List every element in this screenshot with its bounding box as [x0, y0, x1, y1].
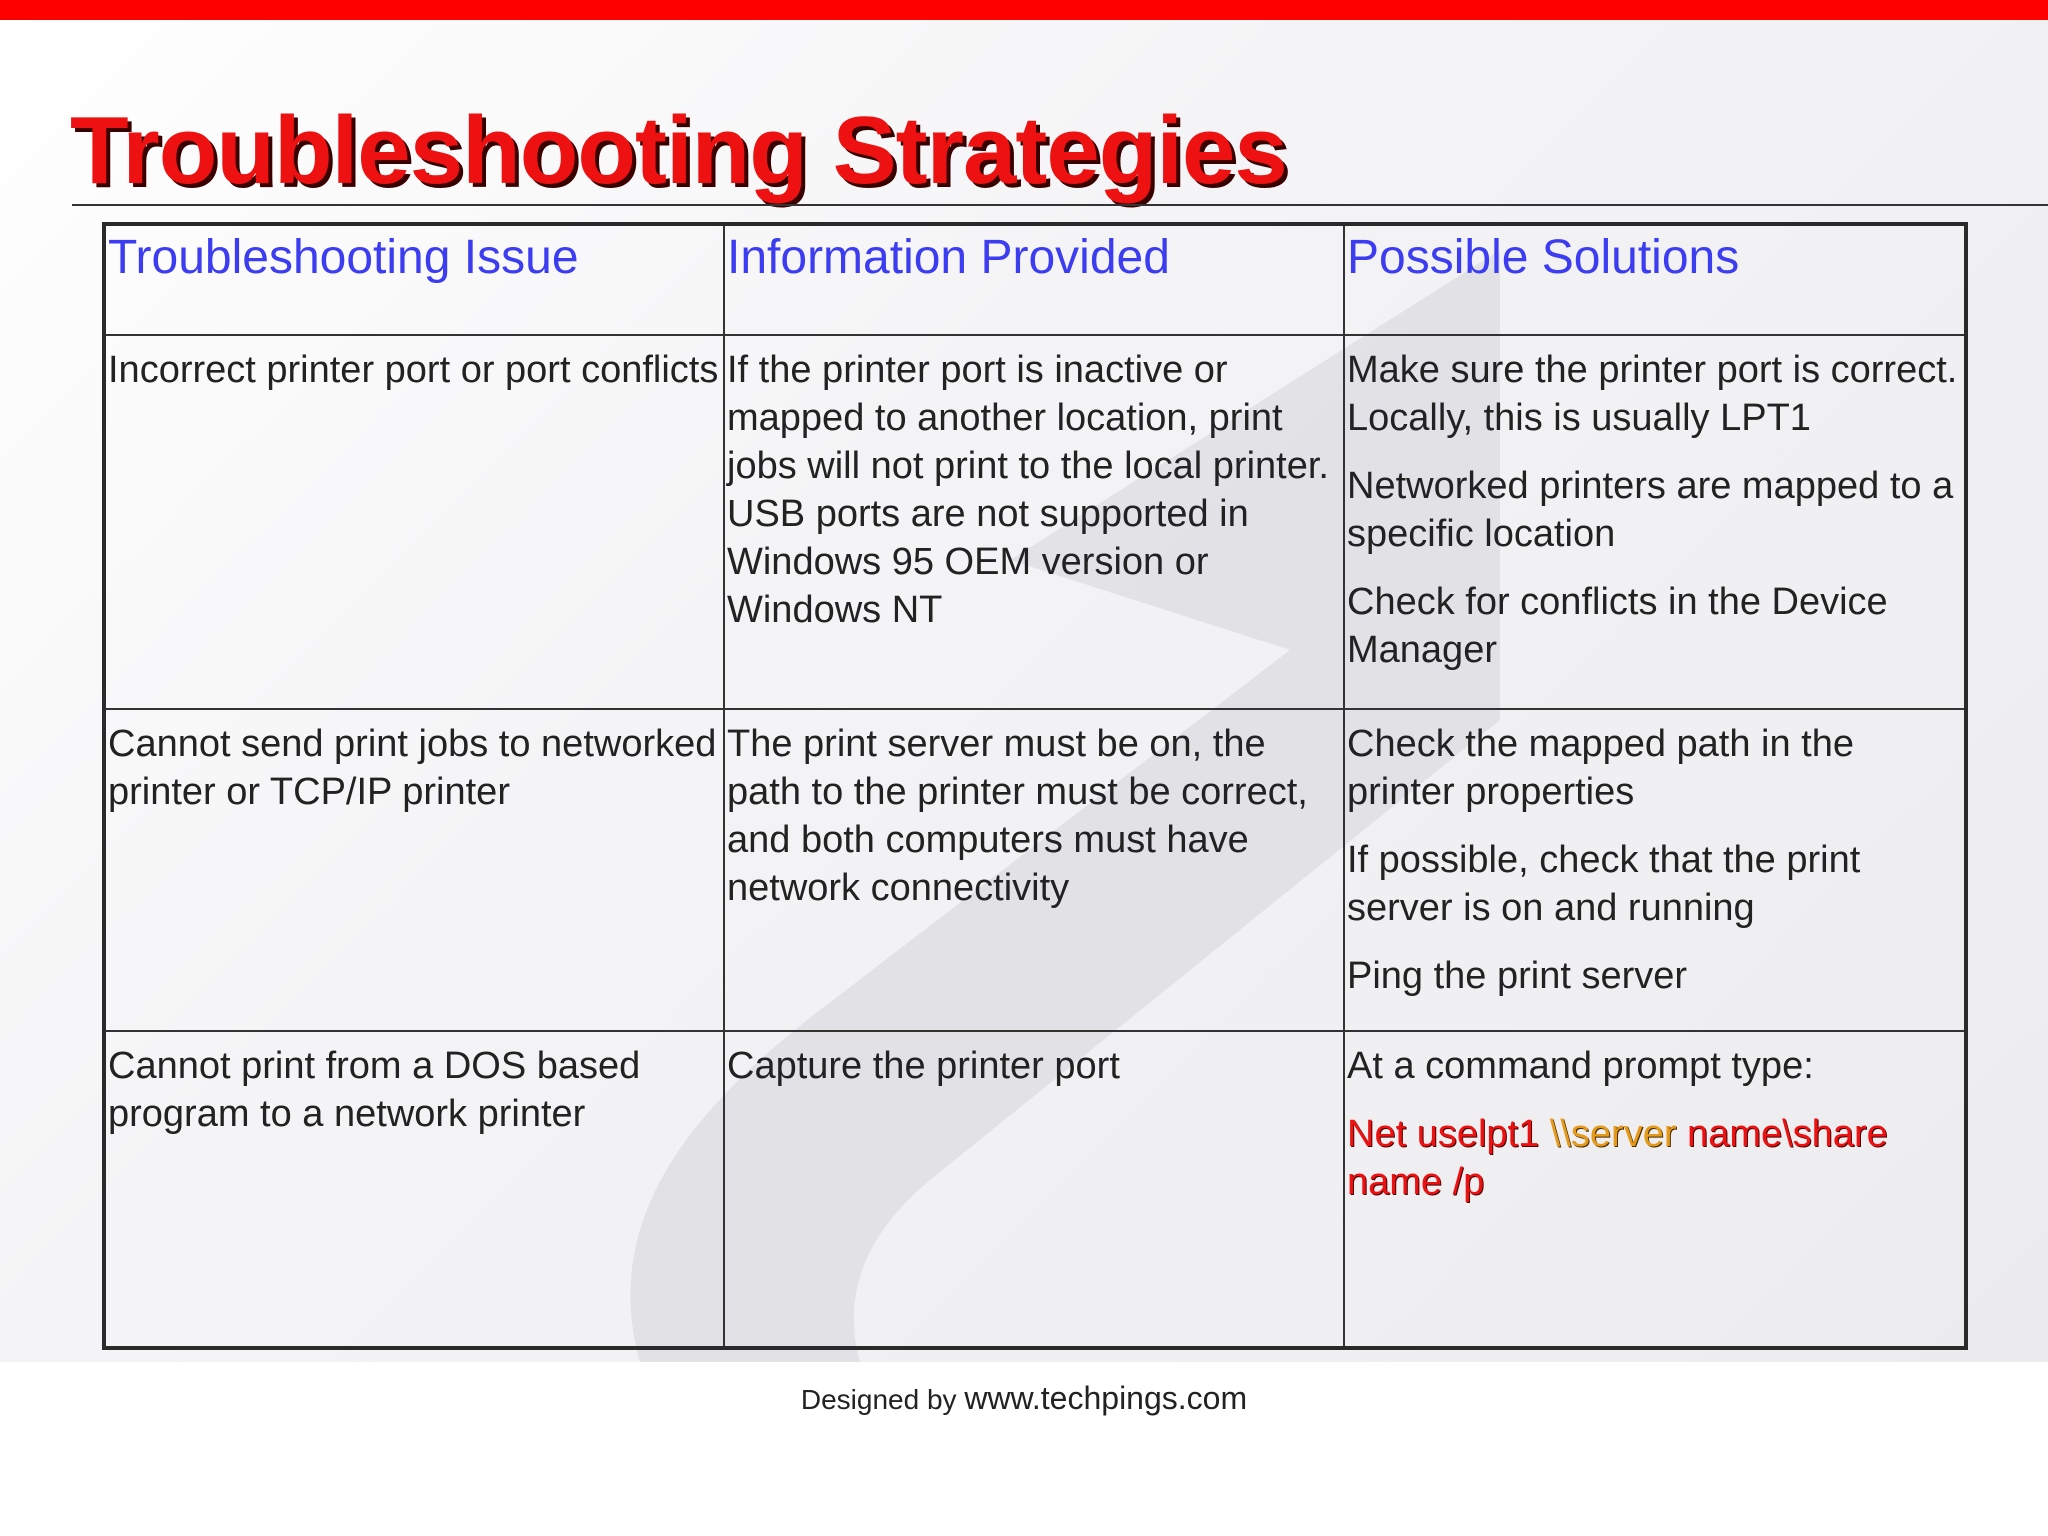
info-cell: Capture the printer port [724, 1031, 1344, 1348]
solution-item: Networked printers are mapped to a specific location [1347, 465, 1954, 555]
command-text [1347, 1110, 1962, 1206]
issue-cell: Cannot send print jobs to networked printer or TCP/IP printer [104, 709, 724, 1031]
column-header: Possible Solutions [1344, 224, 1966, 335]
column-header: Information Provided [724, 224, 1344, 335]
issue-cell: Cannot print from a DOS based program to a network printer [104, 1031, 724, 1348]
command-part: Net uselpt1 [1347, 1113, 1550, 1155]
solutions-cell [1344, 1031, 1966, 1348]
table-row [104, 335, 1966, 709]
command-server-path: \\server [1549, 1113, 1677, 1155]
solution-item: If possible, check that the print server is on and running [1347, 839, 1861, 929]
solution-item: Ping the print server [1347, 955, 1688, 997]
info-cell: If the printer port is inactive or mapped to another location, print jobs will not print to the local printer. USB ports are not supported in Windows 95 OEM version or Windows NT [724, 335, 1344, 709]
issue-cell: Incorrect printer port or port conflicts [104, 335, 724, 709]
info-cell: The print server must be on, the path to the printer must be correct, and both computers must have network connectivity [724, 709, 1344, 1031]
table-row [104, 709, 1966, 1031]
column-header: Troubleshooting Issue [104, 224, 724, 335]
footer-credit [0, 1380, 2048, 1417]
solutions-cell [1344, 709, 1966, 1031]
command-part: name\share name /p [1347, 1113, 1888, 1203]
page-title: Troubleshooting Strategies [70, 97, 1287, 204]
troubleshooting-table [102, 222, 1968, 1350]
solution-item: At a command prompt type: [1347, 1045, 1814, 1087]
solution-item: Check for conflicts in the Device Manager [1347, 581, 1888, 671]
solution-item: Check the mapped path in the printer properties [1347, 723, 1855, 813]
table-row [104, 1031, 1966, 1348]
solution-item: Make sure the printer port is correct. Locally, this is usually LPT1 [1347, 349, 1958, 439]
footer-site-link[interactable]: www.techpings.com [964, 1380, 1248, 1416]
solutions-cell [1344, 335, 1966, 709]
footer-label: Designed by [800, 1384, 965, 1415]
table-header-row [104, 224, 1966, 335]
title-divider [72, 204, 2048, 206]
